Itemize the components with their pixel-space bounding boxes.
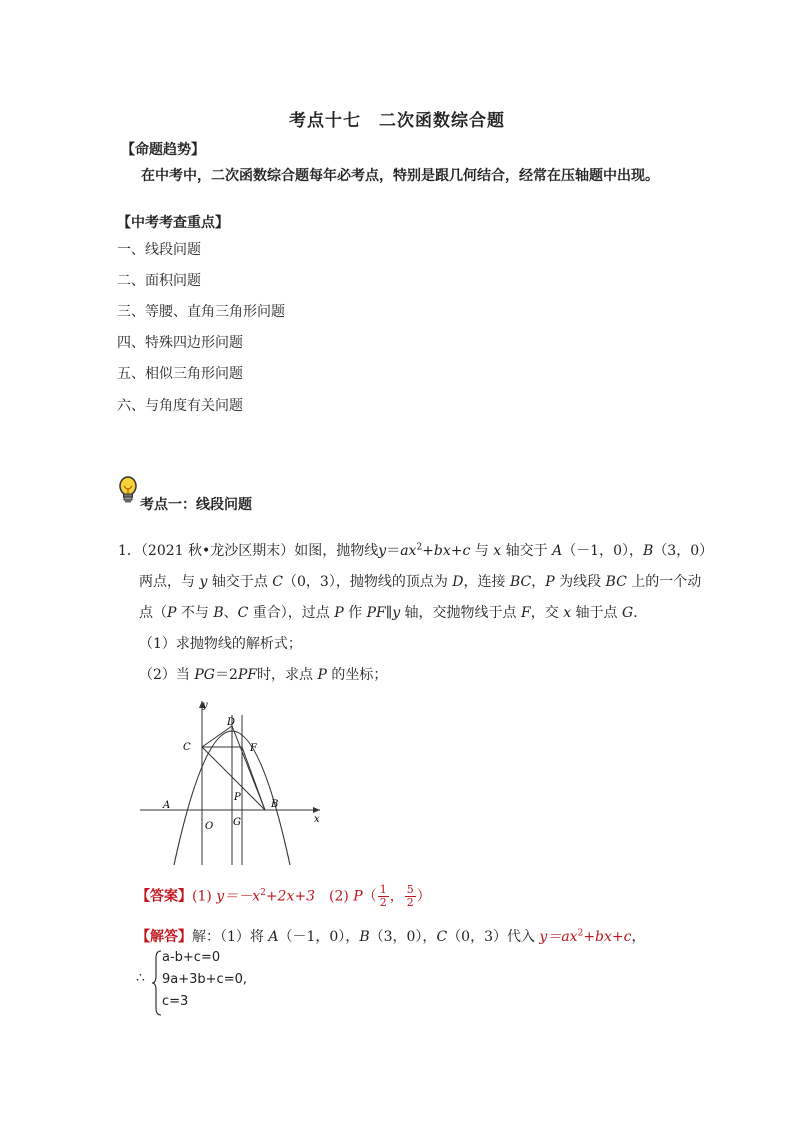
fraction-five-halves: $\frac{5}{2}$ — [406, 883, 414, 910]
label-d: D — [227, 717, 236, 728]
lightbulb-icon — [118, 476, 138, 510]
fraction-one-half: $\frac{1}{2}$ — [379, 883, 387, 910]
key-point-item: 一、线段问题 — [117, 242, 201, 258]
question-1: （1）求抛物线的解析式； — [139, 636, 302, 652]
label-o: O — [205, 821, 214, 832]
key-points-heading: 【中考考查重点】 — [117, 215, 229, 231]
label-f: F — [250, 743, 257, 754]
problem-line-1: 1．（2021 秋•龙沙区期末）如图，抛物线$y=ax^2+bx+c$ 与 x 轴交于 A（－1，0），B（3，0） — [118, 542, 714, 559]
section-title: 考点一：线段问题 — [140, 497, 252, 513]
parabola-figure — [130, 695, 330, 870]
problem-source: （2021 秋•龙沙区期末）如图，抛物线 — [140, 543, 379, 559]
answer-equation: y＝－x — [216, 888, 261, 905]
solution-line: 【解答】解：（1）将 A（－1，0），B（3，0），C（0，3）代入 $y=ax^2+bx+c$， — [136, 928, 646, 945]
trend-text: 在中考中，二次函数综合题每年必考点，特别是跟几何结合，经常在压轴题中出现。 — [141, 168, 659, 184]
label-p: P — [234, 792, 241, 803]
key-point-item: 五、相似三角形问题 — [117, 366, 243, 382]
label-b: B — [271, 799, 279, 810]
system-equation-2: 9a+3b+c=0, — [162, 972, 247, 987]
system-equation-3: c=3 — [162, 994, 189, 1009]
problem-line-2: 两点，与 y 轴交于点 C（0，3），抛物线的顶点为 D，连接 BC，P 为线段 BC 上的一个动 — [139, 574, 702, 590]
system-equation-1: a-b+c=0 — [162, 950, 221, 965]
label-g: G — [233, 817, 241, 828]
trend-heading: 【命题趋势】 — [121, 142, 205, 158]
key-point-item: 六、与角度有关问题 — [117, 398, 243, 414]
page-title: 考点十七 二次函数综合题 — [289, 111, 505, 131]
answer-tag: 【答案】 — [136, 888, 192, 905]
question-2: （2）当 PG＝2PF时，求点 P 的坐标； — [139, 667, 388, 683]
problem-line-3: 点（P 不与 B、C 重合），过点 P 作 PF∥y 轴，交抛物线于点 F，交 x 轴于点 G． — [139, 605, 648, 621]
label-c: C — [183, 742, 191, 753]
key-point-item: 二、面积问题 — [117, 273, 201, 289]
solution-tag: 【解答】 — [136, 929, 192, 945]
segment-cd — [202, 726, 232, 747]
label-x: x — [314, 814, 320, 825]
label-a: A — [163, 800, 171, 811]
key-point-item: 三、等腰、直角三角形问题 — [117, 304, 285, 320]
label-y: y — [202, 700, 208, 711]
key-point-item: 四、特殊四边形问题 — [117, 335, 243, 351]
answer-line: 【答案】(1) $y=-x^2+2x+3$ (2) P（ $\frac{1}{2}$ ， $\frac{5}{2}$ ） — [136, 883, 431, 910]
brace-icon — [152, 950, 162, 1016]
problem-number: 1． — [118, 543, 141, 559]
equation-system — [136, 950, 284, 1016]
x-axis-arrow — [313, 807, 320, 813]
therefore-symbol: ∴ — [136, 970, 145, 986]
